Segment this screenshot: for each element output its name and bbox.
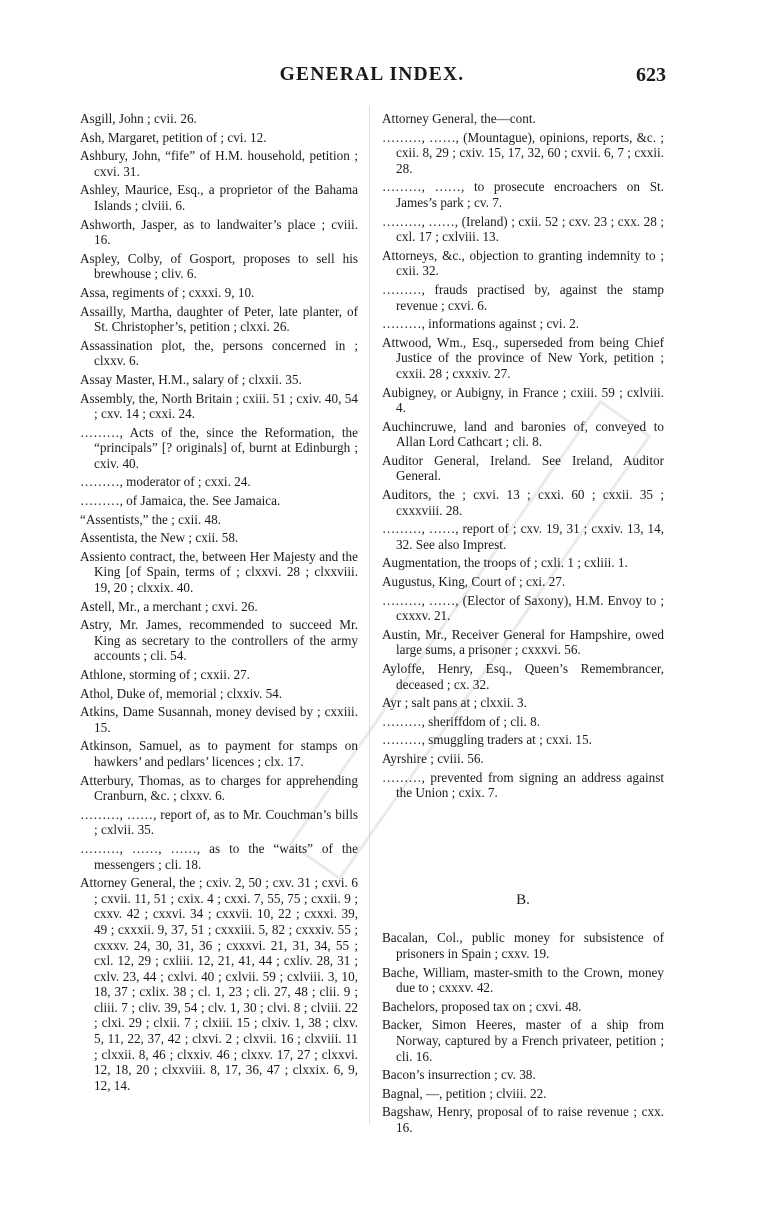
index-entry: Bagshaw, Henry, proposal of to raise revenue ; cxx. 16. [382,1104,664,1135]
index-entry: ………, ……, (Mountague), opinions, reports, &c. ; cxii. 8, 29 ; cxiv. 15, 17, 32, 60 ; cxvii. 6, 7 ; cxxii. 28. [382,129,664,176]
index-entries-b [382,930,664,1135]
index-entry: Aubigney, or Aubigny, in France ; cxiii. 59 ; cxlviii. 4. [382,384,664,416]
index-entry: Attorney General, the ; cxiv. 2, 50 ; cxv. 31 ; cxvi. 6 ; cxvii. 11, 51 ; cxix. 4 ; cxxi. 7, 55, 75 ; cxxii. 9 ; cxxv. 42 ; cxxvi. 34 ; cxxvii. 10, 22 ; cxxxi. 39, 49 ; cxxxii. 9, 37, 51 ; cxxxiii. 5, 82 ; cxxxiv. 55 ; cxxxv. 24, 30, 31, 36 ; cxxxvi. 21, 31, 34, 55 ; cxl. 12, 29 ; cxliii. 12, 21, 41, 44 ; cxliv. 28, 31 ; cxlv. 23, 44 ; cxlvi. 40 ; cxlvii. 59 ; cxlviii. 3, 10, 18, 37 ; cxlix. 38 ; cl. 1, 23 ; cli. 27, 48 ; clii. 9 ; cliii. 7 ; cliv. 39, 54 ; clv. 1, 30 ; clvi. 8 ; clviii. 22 ; clxi. 29 ; clxii. 7 ; clxiii. 15 ; clxiv. 1, 38 ; clxv. 5, 11, 22, 37, 42 ; clxvi. 2 ; clxvii. 16 ; clxviii. 11 ; clxxii. 8, 46 ; clxxiv. 46 ; clxxv. 17, 27 ; clxxvi. 12, 18, 20 ; clxxviii. 8, 17, 36, 47 ; clxxix. 6, 9, 12, 14. [80,875,358,1093]
index-entry: Ashbury, John, “fife” of H.M. household, petition ; cxvi. 31. [80,148,358,179]
index-entry: Bachelors, proposed tax on ; cxvi. 48. [382,998,582,1014]
index-entries-a [382,111,664,801]
index-entry: ………, ……, ……, as to the “waits” of the messengers ; cli. 18. [80,840,358,872]
index-entry: Athol, Duke of, memorial ; clxxiv. 54. [80,685,283,701]
index-column-left [80,111,358,1096]
index-entry: Assa, regiments of ; cxxxi. 9, 10. [80,284,255,300]
index-entry: Bacalan, Col., public money for subsistence of prisoners in Spain ; cxxv. 19. [382,930,664,961]
index-entry: Ashworth, Jasper, as to landwaiter’s place ; cviii. 16. [80,216,358,248]
index-entry: ………, ……, report of, as to Mr. Couchman’s bills ; cxlvii. 35. [80,806,358,838]
index-entry: Assay Master, H.M., salary of ; clxxii. 35. [80,371,302,387]
index-entry: ………, sheriffdom of ; cli. 8. [382,713,540,729]
index-entry: Ashley, Maurice, Esq., a proprietor of the Bahama Islands ; clviii. 6. [80,182,358,213]
index-entry: Ayrshire ; cviii. 56. [382,750,484,766]
index-entry: ………, Acts of the, since the Reformation, the “principals” [? originals] of, burnt at Edinburgh ; cxiv. 40. [80,424,358,471]
index-entry: Austin, Mr., Receiver General for Hampshire, owed large sums, a prisoner ; cxxxvi. 56. [382,626,664,658]
index-entry: ………, ……, to prosecute encroachers on St. James’s park ; cv. 7. [382,179,664,210]
index-entry: ………, of Jamaica, the. See Jamaica. [80,493,281,509]
index-entry: ………, smuggling traders at ; cxxi. 15. [382,732,592,748]
index-entry: Asgill, John ; cvii. 26. [80,111,197,126]
index-entry: Bagnal, —, petition ; clviii. 22. [382,1085,547,1101]
index-entry: Attwood, Wm., Esq., superseded from being Chief Justice of the province of New York, petition ; cxxii. 28 ; cxxxiv. 27. [382,334,664,381]
section-letter-b: B. [516,891,530,908]
index-entry: ………, frauds practised by, against the stamp revenue ; cxvi. 6. [382,281,664,313]
page-number: 623 [636,64,666,86]
index-entry: Bache, William, master-smith to the Crown, money due to ; cxxxv. 42. [382,964,664,996]
column-divider [369,106,370,1124]
index-entry: Attorney General, the—cont. [382,111,536,126]
index-entry: Ash, Margaret, petition of ; cvi. 12. [80,129,267,145]
index-entry: ………, prevented from signing an address against the Union ; cxix. 7. [382,769,664,801]
index-entry: Atkins, Dame Susannah, money devised by ; cxxiii. 15. [80,704,358,735]
index-entry: Atterbury, Thomas, as to charges for apprehending Cranburn, &c. ; clxxv. 6. [80,772,358,804]
index-entry: Augustus, King, Court of ; cxi. 27. [382,574,566,590]
index-entry: Atkinson, Samuel, as to payment for stamps on hawkers’ and pedlars’ licences ; clx. 17. [80,738,358,769]
index-column-right [382,111,664,1138]
index-entry: Auditors, the ; cxvi. 13 ; cxxi. 60 ; cxxii. 35 ; cxxxviii. 28. [382,487,664,518]
index-entry: “Assentists,” the ; cxii. 48. [80,511,222,527]
index-entry: Assailly, Martha, daughter of Peter, late planter, of St. Christopher’s, petition ; clxxi. 26. [80,303,358,335]
index-entry: Assiento contract, the, between Her Majesty and the King [of Spain, terms of ; clxxvi. 28 ; clxxviii. 19, 20 ; clxxix. 40. [80,548,358,596]
index-entry: Backer, Simon Heeres, master of a ship from Norway, captured by a French privateer, petition ; cli. 16. [382,1017,664,1064]
index-entry: Bacon’s insurrection ; cv. 38. [382,1067,536,1083]
index-entry: Ayr ; salt pans at ; clxxii. 3. [382,695,527,711]
index-entry: Assentista, the New ; cxii. 58. [80,530,239,546]
index-entry: Assassination plot, the, persons concerned in ; clxxv. 6. [80,337,358,369]
index-entry: Assembly, the, North Britain ; cxiii. 51 ; cxiv. 40, 54 ; cxv. 14 ; cxxi. 24. [80,390,358,422]
index-entry: ………, ……, report of ; cxv. 19, 31 ; cxxiv. 13, 14, 32. See also Imprest. [382,521,664,552]
index-entry: Attorneys, &c., objection to granting indemnity to ; cxii. 32. [382,247,664,279]
index-entry: Astry, Mr. James, recommended to succeed Mr. King as secretary to the controllers of the army accounts ; cli. 54. [80,617,358,664]
index-entry: Ayloffe, Henry, Esq., Queen’s Remembrancer, deceased ; cx. 32. [382,661,664,692]
index-entry: ………, ……, (Ireland) ; cxii. 52 ; cxv. 23 ; cxx. 28 ; cxl. 17 ; cxlviii. 13. [382,213,664,245]
index-entry: Aspley, Colby, of Gosport, proposes to sell his brewhouse ; cliv. 6. [80,250,358,282]
page-header [80,64,664,94]
index-entry: ………, informations against ; cvi. 2. [382,316,580,332]
index-entry: Auchincruwe, land and baronies of, conveyed to Allan Lord Cathcart ; cli. 8. [382,418,664,450]
index-entry: ………, ……, (Elector of Saxony), H.M. Envoy to ; cxxxv. 21. [382,592,664,624]
index-entry: Auditor General, Ireland. See Ireland, Auditor General. [382,452,664,484]
running-title: GENERAL INDEX. [279,64,465,85]
index-entry: Augmentation, the troops of ; cxli. 1 ; cxliii. 1. [382,555,628,571]
index-entry: ………, moderator of ; cxxi. 24. [80,474,251,490]
index-entry: Astell, Mr., a merchant ; cxvi. 26. [80,598,258,614]
index-entry: Athlone, storming of ; cxxii. 27. [80,667,250,682]
